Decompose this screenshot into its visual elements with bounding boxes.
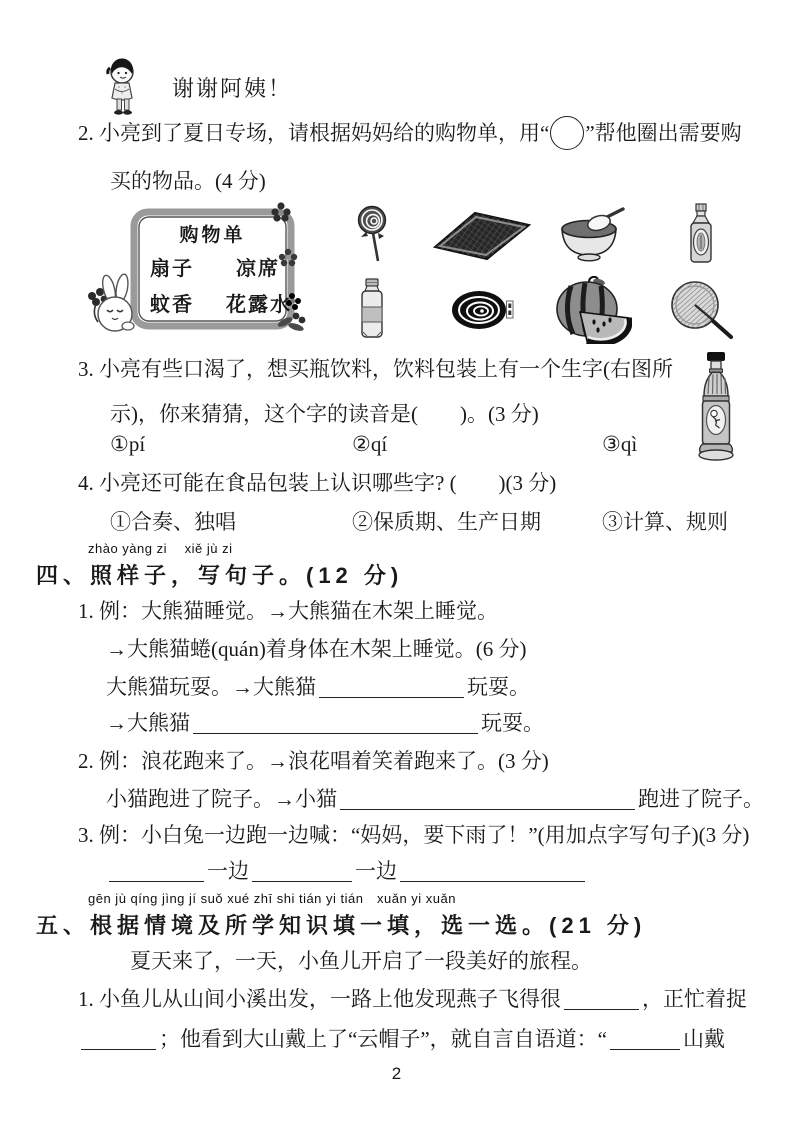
answer-blank[interactable] (109, 861, 204, 882)
list-item-mat: 凉席 (236, 258, 280, 280)
palm-fan-icon[interactable] (668, 280, 734, 340)
q2-line1-post: ”帮他圈出需要购 (585, 121, 742, 145)
q3-options (110, 432, 670, 457)
answer-blank[interactable] (610, 1029, 680, 1050)
s5-intro: 夏天来了，一天，小鱼儿开启了一段美好的旅程。 (130, 949, 592, 973)
s5-i1l1-pre: 1. 小鱼儿从山间小溪出发，一路上他发现燕子飞得很 (78, 987, 561, 1011)
s4-item2-line1: 2. 例：浪花跑来了。→浪花唱着笑着跑来了。(3 分) (78, 749, 549, 773)
q4-line1: 4. 小亮还可能在食品包装上认识哪些字? ( )(3 分) (78, 471, 557, 495)
bamboo-mat-icon[interactable] (429, 205, 534, 263)
list-row-2 (150, 288, 292, 317)
q4-option-2[interactable]: ②保质期、生产日期 (352, 510, 541, 534)
s4-item1-line2: →大熊猫蜷(quán)着身体在木架上睡觉。(6 分) (106, 637, 527, 661)
q3-option-3[interactable]: ③qì (602, 432, 638, 456)
s5-item1-line1 (78, 984, 747, 1014)
shopping-area (84, 196, 756, 348)
watermelon-icon[interactable] (550, 276, 632, 344)
section-5-title: 五、根据情境及所学知识填一填，选一选。(21 分) (36, 913, 647, 938)
s5-i1l2-mid: ；他看到大山戴上了“云帽子”，就自言自语道：“ (159, 1027, 607, 1051)
shopping-list-card (84, 196, 309, 348)
soup-bowl-icon[interactable] (555, 205, 627, 263)
s5-item1-line2 (78, 1024, 725, 1054)
boy-icon (96, 56, 146, 118)
q3-line1: 3. 小亮有些口渴了，想买瓶饮料，饮料包装上有一个生字(右图所 (78, 357, 673, 381)
circle-mark (550, 116, 584, 150)
answer-blank[interactable] (319, 677, 464, 698)
water-bottle-icon[interactable] (357, 278, 387, 342)
s5-i1l2-post: 山戴 (682, 1027, 725, 1051)
s4-i1l3-pre: 大熊猫玩耍。→大熊猫 (106, 675, 316, 699)
s4-i2l2-pre: 小猫跑进了院子。→小猫 (106, 787, 337, 811)
section-5-header (36, 888, 646, 940)
list-item-floral-water: 花露水 (226, 294, 292, 316)
items-grid (317, 196, 756, 348)
page-number: 2 (391, 1064, 402, 1083)
section-4-pinyin: zhào yàng zi xiě jù zi (88, 541, 233, 556)
s4-i1l4-post: 玩耍。 (481, 711, 544, 735)
answer-blank[interactable] (400, 861, 585, 882)
list-item-fan: 扇子 (150, 258, 194, 280)
answer-blank[interactable] (193, 713, 478, 734)
q3-option-2[interactable]: ②qí (352, 432, 388, 456)
q2-line2: 买的物品。(4 分) (110, 169, 266, 193)
q4-option-3[interactable]: ③计算、规则 (602, 510, 728, 534)
list-title: 购物单 (179, 225, 246, 246)
q3-figure (686, 350, 746, 464)
mosquito-coil-icon[interactable] (449, 285, 515, 335)
list-item-coil: 蚊香 (150, 294, 194, 316)
lollipop-icon[interactable] (352, 203, 392, 265)
q2-line1-pre: 2. 小亮到了夏日专场，请根据妈妈给的购物单，用“ (78, 121, 550, 145)
section-5-pinyin: gēn jù qíng jìng jí suǒ xué zhī shi tián yi tián xuǎn yi xuǎn (88, 891, 456, 906)
soda-bottle-icon (686, 350, 746, 464)
section-4-header (36, 538, 403, 590)
q4-options (110, 506, 750, 536)
speech-row (96, 56, 292, 118)
speech-text: 谢谢阿姨！ (172, 75, 293, 101)
answer-blank[interactable] (340, 789, 635, 810)
floral-water-bottle-icon[interactable] (684, 203, 718, 265)
answer-blank[interactable] (564, 989, 639, 1010)
answer-blank[interactable] (81, 1029, 156, 1050)
rabbit-icon (98, 273, 134, 331)
q4-option-1[interactable]: ①合奏、独唱 (110, 510, 236, 534)
q3-line2: 示)，你来猜猜，这个字的读音是( )。(3 分) (110, 402, 539, 426)
s4-i2l2-post: 跑进了院子。 (638, 787, 764, 811)
s4-item1-line1: 1. 例：大熊猫睡觉。→大熊猫在木架上睡觉。 (78, 599, 498, 623)
s4-i3-mid1: 一边 (207, 859, 249, 883)
s4-item3-line2 (106, 856, 588, 886)
s4-i3-mid2: 一边 (355, 859, 397, 883)
q3-option-1[interactable]: ①pí (110, 432, 146, 456)
s4-item1-line4 (106, 708, 544, 738)
s4-i1l4-pre: →大熊猫 (106, 711, 190, 735)
s5-i1l1-post: ，正忙着捉 (642, 987, 747, 1011)
section-4-title: 四、照样子，写句子。(12 分) (36, 563, 404, 588)
s4-i1l3-post: 玩耍。 (467, 675, 530, 699)
list-row-1 (150, 252, 280, 281)
q2-line1 (78, 116, 742, 150)
s4-item3-line1: 3. 例：小白兔一边跑一边喊：“妈妈，要下雨了！”(用加点字写句子)(3 分) (78, 823, 750, 847)
answer-blank[interactable] (252, 861, 352, 882)
s4-item1-line3 (106, 672, 530, 702)
s4-item2-line2 (106, 784, 764, 814)
